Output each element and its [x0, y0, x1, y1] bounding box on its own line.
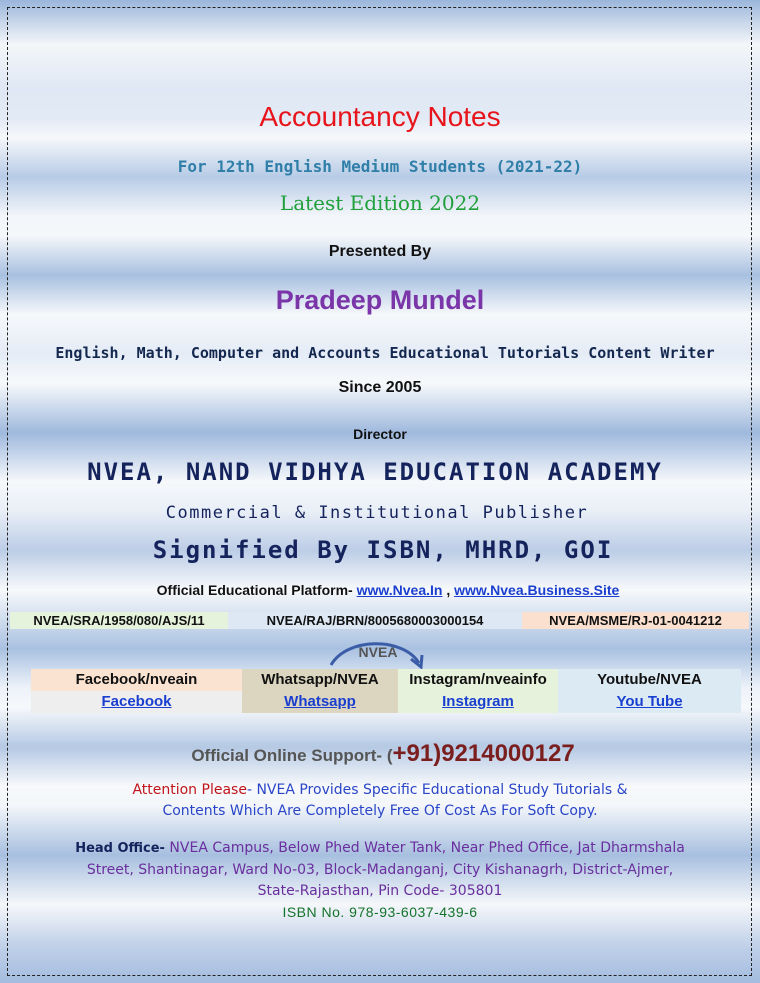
- academy-name: NVEA, NAND VIDHYA EDUCATION ACADEMY: [87, 458, 663, 486]
- director-label: Director: [353, 426, 407, 442]
- isbn-number: ISBN No. 978-93-6037-439-6: [282, 904, 478, 920]
- attention-label: Attention Please: [132, 782, 247, 798]
- publisher-label: Commercial & Institutional Publisher: [165, 503, 589, 523]
- whatsapp-link[interactable]: Whatsapp: [242, 691, 398, 713]
- instagram-handle: Instagram/nveainfo: [398, 669, 558, 691]
- attention-line-2: Contents Which Are Completely Free Of Cost As For Soft Copy.: [162, 803, 598, 819]
- registration-brn: NVEA/RAJ/BRN/8005680003000154: [228, 612, 522, 629]
- support-label: Official Online Support- (: [191, 746, 393, 765]
- platform-line: [8, 582, 760, 598]
- edition-label: Latest Edition 2022: [279, 191, 481, 215]
- since-label: Since 2005: [338, 379, 422, 396]
- nvea-tag: NVEA: [358, 644, 398, 660]
- page-border: [7, 7, 752, 976]
- website-link-business-site[interactable]: www.Nvea.Business.Site: [454, 582, 620, 598]
- attention-text-1: - NVEA Provides Specific Educational Study Tutorials &: [246, 782, 628, 798]
- platform-label: Official Educational Platform: [156, 582, 349, 598]
- platform-dash: -: [348, 582, 357, 598]
- instagram-link[interactable]: Instagram: [398, 691, 558, 713]
- address-line-3: State-Rajasthan, Pin Code- 305801: [257, 883, 503, 899]
- address-line-1: [0, 840, 760, 856]
- social-youtube: [558, 669, 741, 713]
- whatsapp-handle: Whatsapp/NVEA: [242, 669, 398, 691]
- facebook-link[interactable]: Facebook: [31, 691, 242, 713]
- social-instagram: [398, 669, 558, 713]
- facebook-handle: Facebook/nveain: [31, 669, 242, 691]
- document-subtitle: For 12th English Medium Students (2021-22): [177, 157, 583, 176]
- social-whatsapp: [242, 669, 398, 713]
- website-link-nvea-in[interactable]: www.Nvea.In: [356, 582, 443, 598]
- address-text-1: NVEA Campus, Below Phed Water Tank, Near Phed Office, Jat Dharmshala: [164, 840, 685, 856]
- head-office-label: Head Office-: [75, 841, 165, 856]
- presented-by-label: Presented By: [328, 243, 432, 260]
- youtube-link[interactable]: You Tube: [558, 691, 741, 713]
- online-support: [3, 740, 760, 768]
- registration-msme: NVEA/MSME/RJ-01-0041212: [522, 612, 749, 629]
- registration-sra: NVEA/SRA/1958/080/AJS/11: [10, 612, 228, 629]
- address-line-2: Street, Shantinagar, Ward No-03, Block-Madanganj, City Kishanagrh, District-Ajmer,: [86, 862, 674, 878]
- social-facebook: [31, 669, 242, 713]
- link-separator: ,: [442, 582, 455, 598]
- youtube-handle: Youtube/NVEA: [558, 669, 741, 691]
- document-title: Accountancy Notes: [259, 101, 501, 132]
- author-name: Pradeep Mundel: [275, 285, 485, 315]
- support-phone: +91)9214000127: [392, 740, 575, 767]
- attention-line-1: [0, 782, 760, 798]
- author-role: English, Math, Computer and Accounts Educational Tutorials Content Writer: [55, 344, 715, 362]
- signified-label: Signified By ISBN, MHRD, GOI: [152, 536, 614, 564]
